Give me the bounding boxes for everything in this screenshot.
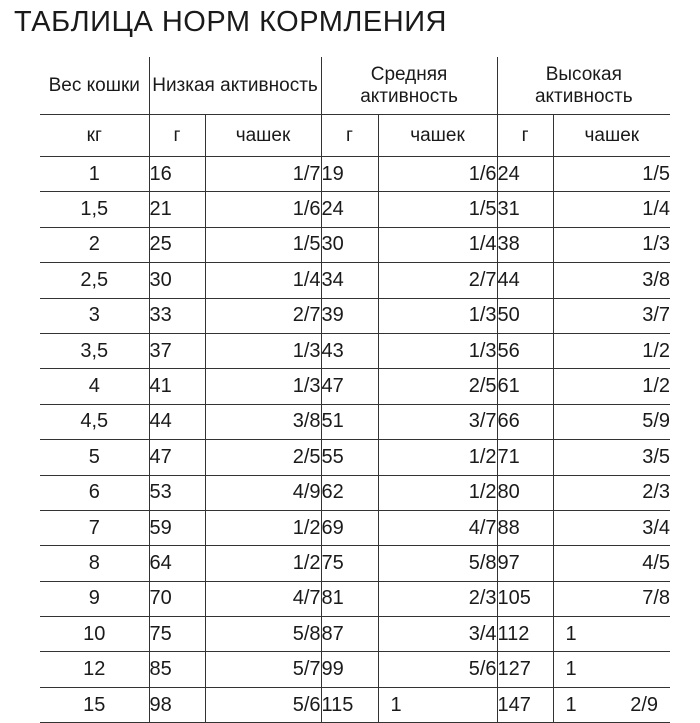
unit-header-cups-low: чашек (205, 115, 321, 157)
cell-medium-cups: 3/4 (378, 617, 497, 652)
cell-high-cups: 5/9 (553, 404, 670, 439)
unit-header-grams-low: г (149, 115, 205, 157)
table-row (40, 333, 670, 368)
cell-high-grams: 127 (497, 652, 553, 687)
table-row (40, 404, 670, 439)
cell-medium-cups: 1/6 (378, 157, 497, 192)
cell-low-grams: 41 (149, 369, 205, 404)
unit-header-cups-medium: чашек (378, 115, 497, 157)
cell-weight: 4 (40, 369, 149, 404)
cell-low-cups: 1/5 (205, 227, 321, 262)
cell-low-cups: 4/9 (205, 475, 321, 510)
cell-medium-cups: 1 (378, 687, 497, 722)
cell-weight: 5 (40, 440, 149, 475)
cell-high-cups: 3/5 (553, 440, 670, 475)
table-row (40, 192, 670, 227)
cell-high-grams: 97 (497, 546, 553, 581)
cell-low-cups: 1/3 (205, 333, 321, 368)
cell-low-grams: 44 (149, 404, 205, 439)
feeding-norms-table (40, 57, 670, 723)
table-body (40, 157, 670, 723)
cell-high-grams: 24 (497, 157, 553, 192)
cell-medium-cups: 4/7 (378, 510, 497, 545)
page-title: ТАБЛИЦА НОРМ КОРМЛЕНИЯ (14, 6, 447, 38)
cell-high-cups: 1 (553, 652, 670, 687)
cell-medium-cups: 1/5 (378, 192, 497, 227)
cell-medium-grams: 81 (321, 581, 378, 616)
cell-high-grams: 105 (497, 581, 553, 616)
cell-medium-cups: 1/2 (378, 440, 497, 475)
column-header-medium-activity: Средняя активность (321, 57, 497, 115)
cell-weight: 3,5 (40, 333, 149, 368)
cell-weight: 12 (40, 652, 149, 687)
cell-low-grams: 21 (149, 192, 205, 227)
cell-medium-grams: 69 (321, 510, 378, 545)
cell-weight: 7 (40, 510, 149, 545)
cell-high-cups: 2/3 (553, 475, 670, 510)
cell-weight: 15 (40, 687, 149, 722)
cell-medium-cups: 2/5 (378, 369, 497, 404)
cell-medium-cups: 1/3 (378, 298, 497, 333)
cell-weight: 6 (40, 475, 149, 510)
cell-high-grams: 66 (497, 404, 553, 439)
cell-high-grams: 38 (497, 227, 553, 262)
cell-high-cups: 1/2 (553, 333, 670, 368)
cell-low-cups: 1/2 (205, 546, 321, 581)
cell-high-grams: 50 (497, 298, 553, 333)
cell-high-grams: 44 (497, 263, 553, 298)
cell-low-grams: 85 (149, 652, 205, 687)
cell-medium-grams: 30 (321, 227, 378, 262)
cell-low-cups: 2/7 (205, 298, 321, 333)
unit-header-kg: кг (40, 115, 149, 157)
cell-high-grams: 61 (497, 369, 553, 404)
cell-low-grams: 75 (149, 617, 205, 652)
cell-high-cups: 1 (553, 617, 670, 652)
cell-medium-grams: 75 (321, 546, 378, 581)
cell-high-grams: 112 (497, 617, 553, 652)
column-header-high-activity: Высокая активность (497, 57, 670, 115)
unit-header-grams-high: г (497, 115, 553, 157)
cell-medium-grams: 19 (321, 157, 378, 192)
cell-low-grams: 64 (149, 546, 205, 581)
table-row (40, 263, 670, 298)
cell-high-cups: 1/3 (553, 227, 670, 262)
cell-low-grams: 16 (149, 157, 205, 192)
cell-low-cups: 5/8 (205, 617, 321, 652)
cell-low-cups: 3/8 (205, 404, 321, 439)
cell-weight: 2,5 (40, 263, 149, 298)
cell-low-cups: 4/7 (205, 581, 321, 616)
cell-low-grams: 30 (149, 263, 205, 298)
cell-low-cups: 5/7 (205, 652, 321, 687)
cell-medium-grams: 34 (321, 263, 378, 298)
cell-medium-grams: 87 (321, 617, 378, 652)
cell-low-grams: 25 (149, 227, 205, 262)
cell-low-cups: 2/5 (205, 440, 321, 475)
cell-low-cups: 1/6 (205, 192, 321, 227)
table-row (40, 546, 670, 581)
cell-low-grams: 33 (149, 298, 205, 333)
cell-low-grams: 70 (149, 581, 205, 616)
cell-medium-cups: 1/2 (378, 475, 497, 510)
cell-low-grams: 37 (149, 333, 205, 368)
column-header-weight: Вес кошки (40, 57, 149, 115)
cell-high-cups: 7/8 (553, 581, 670, 616)
cell-medium-grams: 39 (321, 298, 378, 333)
table-row (40, 652, 670, 687)
cell-weight: 1,5 (40, 192, 149, 227)
cell-medium-grams: 99 (321, 652, 378, 687)
cell-low-grams: 59 (149, 510, 205, 545)
header-row-units (40, 115, 670, 157)
cell-weight: 1 (40, 157, 149, 192)
cell-medium-grams: 43 (321, 333, 378, 368)
table-row (40, 440, 670, 475)
cell-medium-cups: 1/4 (378, 227, 497, 262)
table-row (40, 581, 670, 616)
cell-low-cups: 1/7 (205, 157, 321, 192)
cell-high-grams: 31 (497, 192, 553, 227)
cell-high-grams: 80 (497, 475, 553, 510)
unit-header-cups-high: чашек (553, 115, 670, 157)
cell-high-grams: 56 (497, 333, 553, 368)
cell-medium-grams: 47 (321, 369, 378, 404)
cell-medium-grams: 55 (321, 440, 378, 475)
cell-medium-cups: 1/3 (378, 333, 497, 368)
cell-medium-cups: 5/6 (378, 652, 497, 687)
cell-high-cups: 1/4 (553, 192, 670, 227)
cell-high-cups: 1/2 (553, 369, 670, 404)
cell-medium-cups: 5/8 (378, 546, 497, 581)
cell-low-grams: 53 (149, 475, 205, 510)
unit-header-grams-medium: г (321, 115, 378, 157)
cell-low-cups: 5/6 (205, 687, 321, 722)
cell-weight: 2 (40, 227, 149, 262)
cell-low-cups: 1/2 (205, 510, 321, 545)
table-row (40, 687, 670, 722)
cell-high-grams: 88 (497, 510, 553, 545)
table-row (40, 617, 670, 652)
table-row (40, 298, 670, 333)
cell-high-grams: 71 (497, 440, 553, 475)
cell-high-cups: 3/7 (553, 298, 670, 333)
cell-weight: 3 (40, 298, 149, 333)
header-row-groups (40, 57, 670, 115)
cell-weight: 9 (40, 581, 149, 616)
cell-medium-cups: 2/3 (378, 581, 497, 616)
cups-whole-part: 1 (565, 693, 577, 716)
cell-medium-cups: 2/7 (378, 263, 497, 298)
cell-weight: 8 (40, 546, 149, 581)
cell-high-grams: 147 (497, 687, 553, 722)
cell-high-cups: 3/4 (553, 510, 670, 545)
table-row (40, 510, 670, 545)
cell-medium-grams: 24 (321, 192, 378, 227)
cell-weight: 4,5 (40, 404, 149, 439)
cell-high-cups: 4/5 (553, 546, 670, 581)
table-row (40, 227, 670, 262)
cell-medium-grams: 115 (321, 687, 378, 722)
cups-fraction-part: 2/9 (630, 693, 659, 716)
table-row (40, 369, 670, 404)
cell-medium-grams: 62 (321, 475, 378, 510)
cell-high-cups: 3/8 (553, 263, 670, 298)
cell-medium-cups: 3/7 (378, 404, 497, 439)
cell-high-cups (553, 687, 670, 722)
cell-low-grams: 47 (149, 440, 205, 475)
cell-low-grams: 98 (149, 687, 205, 722)
cell-high-cups: 1/5 (553, 157, 670, 192)
cell-low-cups: 1/3 (205, 369, 321, 404)
column-header-low-activity: Низкая активность (149, 57, 321, 115)
table-row (40, 475, 670, 510)
table-row (40, 157, 670, 192)
cell-weight: 10 (40, 617, 149, 652)
cell-medium-grams: 51 (321, 404, 378, 439)
cell-low-cups: 1/4 (205, 263, 321, 298)
